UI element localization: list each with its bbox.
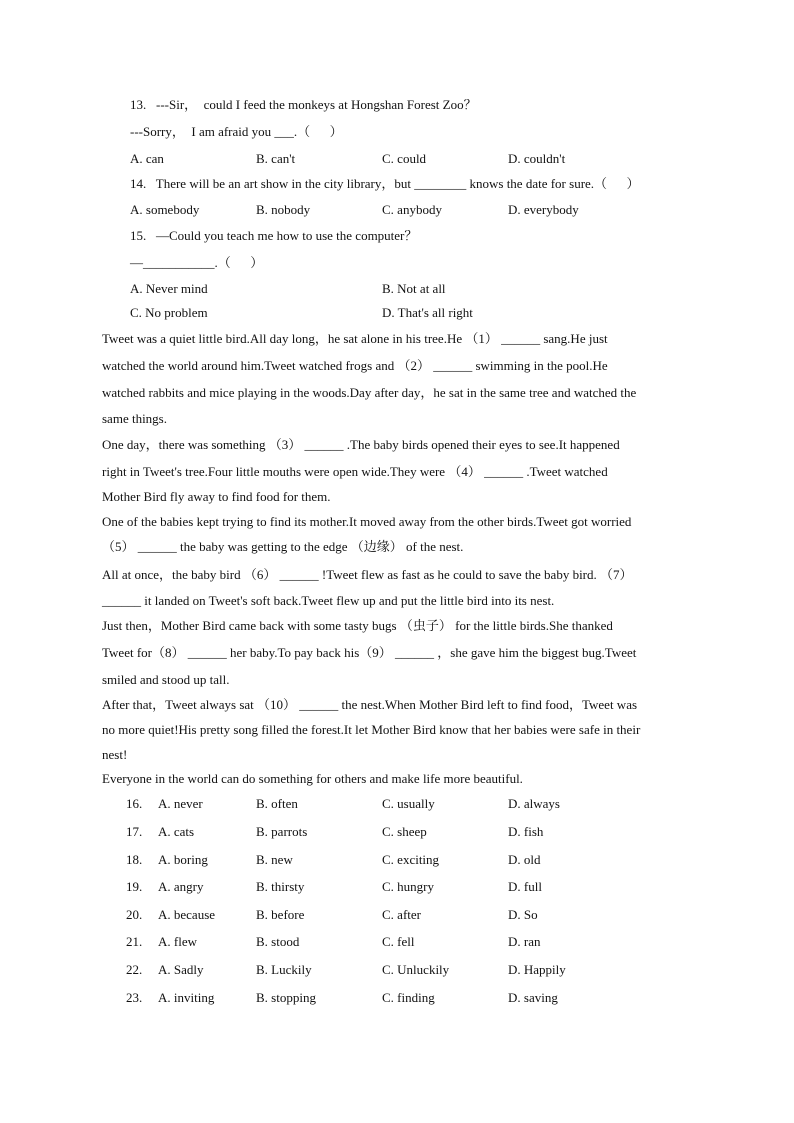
q15-option-a[interactable]: A. Never mind <box>130 281 208 296</box>
passage-line: （5） ______ the baby was getting to the edge （边缘） of the nest. <box>102 539 464 554</box>
cloze-option-c[interactable]: C. finding <box>382 990 435 1005</box>
cloze-option-a[interactable]: A. because <box>158 907 216 922</box>
passage-line: watched the world around him.Tweet watched frogs and （2） ______ swimming in the pool.He <box>102 358 608 373</box>
q13-option-b[interactable]: B. can't <box>256 151 296 166</box>
cloze-number: 16. <box>126 796 143 811</box>
passage-line: ______ it landed on Tweet's soft back.Tweet flew up and put the little bird into its nest. <box>102 593 555 608</box>
passage-line: smiled and stood up tall. <box>102 672 230 687</box>
q14-option-b[interactable]: B. nobody <box>256 202 311 217</box>
cloze-option-b[interactable]: B. thirsty <box>256 879 305 894</box>
cloze-option-d[interactable]: D. ran <box>508 934 541 949</box>
cloze-option-d[interactable]: D. So <box>508 907 538 922</box>
cloze-option-a[interactable]: A. angry <box>158 879 204 894</box>
cloze-option-a[interactable]: A. boring <box>158 852 208 867</box>
cloze-option-d[interactable]: D. always <box>508 796 560 811</box>
cloze-option-c[interactable]: C. sheep <box>382 824 427 839</box>
cloze-option-a[interactable]: A. flew <box>158 934 197 949</box>
q13-reply: ---Sorry， I am afraid you ___.（ ） <box>130 124 343 139</box>
cloze-option-a[interactable]: A. cats <box>158 824 195 839</box>
q14-option-a[interactable]: A. somebody <box>130 202 200 217</box>
cloze-option-d[interactable]: D. saving <box>508 990 558 1005</box>
cloze-option-d[interactable]: D. fish <box>508 824 544 839</box>
passage-line: After that，Tweet always sat （10） ______ the nest.When Mother Bird left to find food，Tweet was <box>102 697 638 712</box>
q15-option-d[interactable]: D. That's all right <box>382 305 473 320</box>
cloze-number: 21. <box>126 934 143 949</box>
q13-option-a[interactable]: A. can <box>130 151 164 166</box>
cloze-option-c[interactable]: C. after <box>382 907 421 922</box>
cloze-option-b[interactable]: B. often <box>256 796 298 811</box>
cloze-option-a[interactable]: A. inviting <box>158 990 215 1005</box>
cloze-number: 19. <box>126 879 143 894</box>
q15-option-b[interactable]: B. Not at all <box>382 281 446 296</box>
q15-option-c[interactable]: C. No problem <box>130 305 208 320</box>
passage-line: nest! <box>102 747 128 762</box>
cloze-option-d[interactable]: D. old <box>508 852 541 867</box>
passage-line: One day，there was something （3） ______ .The baby birds opened their eyes to see.It happened <box>102 437 620 452</box>
cloze-number: 23. <box>126 990 143 1005</box>
cloze-number: 17. <box>126 824 143 839</box>
q15-reply: —___________.（ ） <box>130 255 264 270</box>
passage-line: same things. <box>102 411 167 426</box>
cloze-number: 22. <box>126 962 143 977</box>
passage-line: Tweet for（8） ______ her baby.To pay back his（9） ______ ，she gave him the biggest bug.Tweet <box>102 645 637 660</box>
passage-line: Just then，Mother Bird came back with some tasty bugs （虫子） for the little birds.She thanked <box>102 618 613 633</box>
cloze-option-b[interactable]: B. parrots <box>256 824 308 839</box>
q13-option-c[interactable]: C. could <box>382 151 427 166</box>
passage-line: Mother Bird fly away to find food for them. <box>102 489 331 504</box>
cloze-option-b[interactable]: B. stood <box>256 934 300 949</box>
passage-line: right in Tweet's tree.Four little mouths were open wide.They were （4） ______ .Tweet watched <box>102 464 608 479</box>
q13-option-d[interactable]: D. couldn't <box>508 151 566 166</box>
q14-option-c[interactable]: C. anybody <box>382 202 442 217</box>
cloze-option-b[interactable]: B. before <box>256 907 305 922</box>
q13-stem: 13. ---Sir， could I feed the monkeys at Hongshan Forest Zoo？ <box>130 97 477 112</box>
passage-line: One of the babies kept trying to find its mother.It moved away from the other birds.Tweet got worried <box>102 514 632 529</box>
passage-line: Everyone in the world can do something for others and make life more beautiful. <box>102 771 523 786</box>
cloze-option-a[interactable]: A. Sadly <box>158 962 204 977</box>
passage-line: Tweet was a quiet little bird.All day long，he sat alone in his tree.He （1） ______ sang.He just <box>102 331 608 346</box>
cloze-option-b[interactable]: B. stopping <box>256 990 316 1005</box>
cloze-option-c[interactable]: C. hungry <box>382 879 434 894</box>
cloze-option-c[interactable]: C. usually <box>382 796 435 811</box>
cloze-number: 20. <box>126 907 143 922</box>
cloze-option-c[interactable]: C. Unluckily <box>382 962 450 977</box>
passage-line: no more quiet!His pretty song filled the forest.It let Mother Bird know that her babies were safe in their <box>102 722 641 737</box>
passage-line: watched rabbits and mice playing in the woods.Day after day，he sat in the same tree and watched the <box>102 385 637 400</box>
passage-line: All at once，the baby bird （6） ______ !Tweet flew as fast as he could to save the baby bird. （7） <box>102 567 633 582</box>
cloze-option-b[interactable]: B. Luckily <box>256 962 312 977</box>
cloze-option-d[interactable]: D. full <box>508 879 542 894</box>
q14-option-d[interactable]: D. everybody <box>508 202 579 217</box>
cloze-option-c[interactable]: C. exciting <box>382 852 440 867</box>
cloze-option-c[interactable]: C. fell <box>382 934 415 949</box>
cloze-number: 18. <box>126 852 143 867</box>
q14-stem: 14. There will be an art show in the city library，but ________ knows the date for sure.（ ） <box>130 176 640 191</box>
cloze-option-b[interactable]: B. new <box>256 852 293 867</box>
q15-stem: 15. —Could you teach me how to use the computer？ <box>130 228 418 243</box>
cloze-option-d[interactable]: D. Happily <box>508 962 566 977</box>
cloze-option-a[interactable]: A. never <box>158 796 203 811</box>
